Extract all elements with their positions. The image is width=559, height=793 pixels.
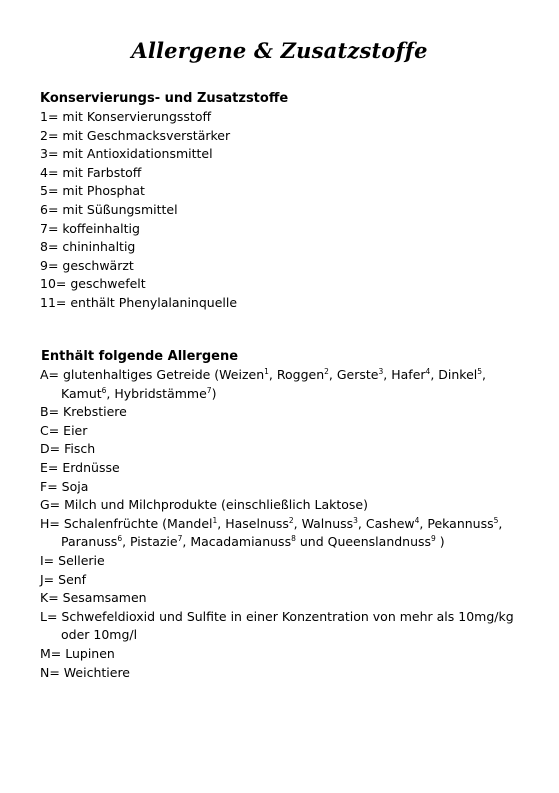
additive-item: 7= koffeinhaltig [40,220,140,236]
allergen-item-i: I= Sellerie [40,552,105,568]
allergen-item-a: A= glutenhaltiges Getreide (Weizen$^1$, Roggen$^2$, Gerste$^3$, Hafer$^4$, Dinkel$^5$, Kamut$^6$, Hybridstämme$^7$) [40,366,487,401]
allergen-item-g: G= Milch und Milchprodukte (einschließlich Laktose) [40,497,369,513]
allergen-item-m: M= Lupinen [40,645,115,661]
additive-item: 6= mit Süßungsmittel [40,201,178,217]
allergen-item-b: B= Krebstiere [40,404,127,420]
additive-item: 2= mit Geschmacksverstärker [40,127,231,143]
allergen-item-n: N= Weichtiere [40,664,131,680]
additive-item: 5= mit Phosphat [40,183,145,199]
allergen-item-l: L= Schwefeldioxid und Sulfite in einer Konzentration von mehr als 10mg/kg oder 10mg/l [40,608,514,643]
additive-item: 1= mit Konservierungsstoff [40,109,212,124]
allergen-item-c: C= Eier [40,422,88,438]
allergen-item-d: D= Fisch [40,441,96,457]
additives-section [40,90,540,313]
additives-heading: Konservierungs- und Zusatzstoffe [40,91,289,106]
additive-item: 11= enthält Phenylalaninquelle [40,294,238,310]
allergens-section [40,348,540,682]
additive-item: 8= chininhaltig [40,239,136,255]
allergen-item-h: H= Schalenfrüchte (Mandel$^1$, Haselnuss$^2$, Walnuss$^3$, Cashew$^4$, Pekannuss$^5$, Paranuss$^6$, Pistazie$^7$, Macadamianuss$^8$ und Queenslandnuss$^9$ ) [40,515,503,550]
additive-item: 9= geschwärzt [40,257,134,273]
allergens-heading: Enthält folgende Allergene [41,349,239,364]
allergen-item-f: F= Soja [40,478,89,494]
allergen-item-j: J= Senf [40,571,87,587]
additive-item: 3= mit Antioxidationsmittel [40,146,213,162]
additive-item: 4= mit Farbstoff [40,164,142,180]
page-title: Allergene & Zusatzstoffe [131,38,428,63]
allergen-item-e: E= Erdnüsse [40,459,120,475]
allergen-item-k: K= Sesamsamen [40,590,147,606]
additive-item: 10= geschwefelt [40,276,146,292]
